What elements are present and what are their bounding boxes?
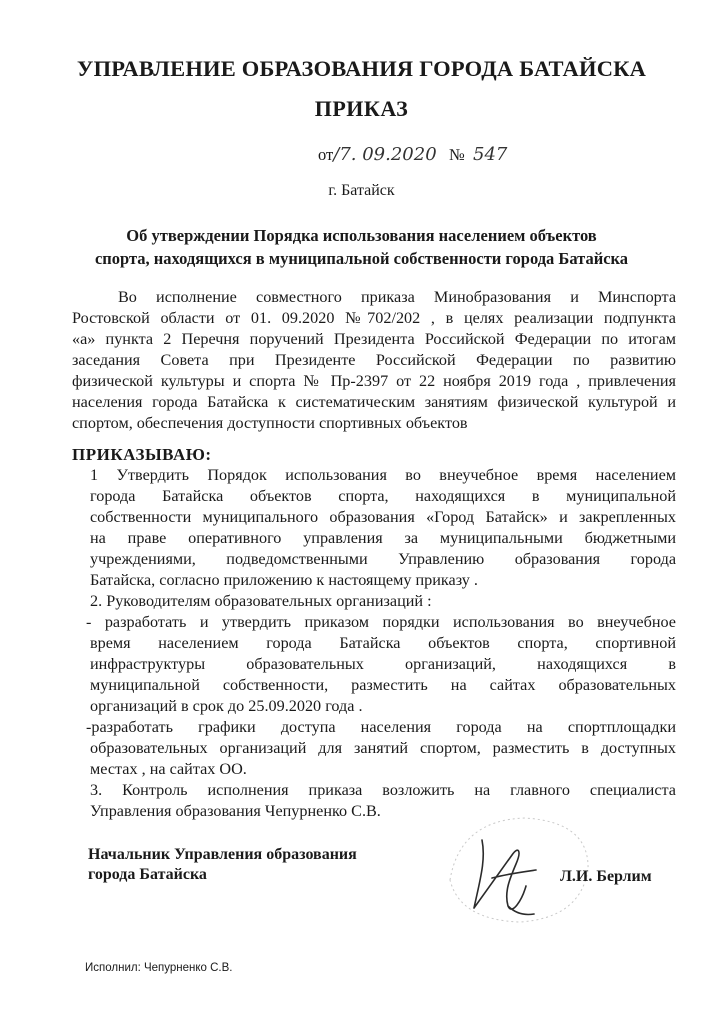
order-item-line: 3. Контроль исполнения приказа возложить на главного специалиста (90, 781, 676, 799)
order-word: ПРИКАЗЫВАЮ: (72, 445, 212, 464)
preamble-line: «а» пункта 2 Перечня поручений Президента Российской Федерации по итогам (72, 330, 676, 348)
order-item-line: Управления образования Чепурненко С.В. (90, 802, 381, 820)
organization-name: УПРАВЛЕНИЕ ОБРАЗОВАНИЯ ГОРОДА БАТАЙСКА (76, 56, 647, 81)
order-item-line: на праве оперативного управления за муниципальными бюджетными (90, 529, 676, 547)
preamble-line: Ростовской области от 01. 09.2020 №702/202 , в целях реализации подпункта (72, 309, 676, 327)
order-item-line: образовательных организаций для занятий спортом, разместить в доступных (90, 739, 676, 757)
date-prefix: от (318, 145, 334, 164)
number-prefix: № (449, 145, 465, 164)
signature-icon (452, 820, 562, 930)
preamble-line: заседания Совета при Президенте Российской Федерации по развитию (72, 351, 676, 369)
subject-line-2: спорта, находящихся в муниципальной собственности города Батайска (94, 249, 629, 268)
signer-position-line-1: Начальник Управления образования (88, 846, 357, 863)
order-item-line: собственности муниципального образования «Город Батайск» и закрепленных (90, 508, 676, 526)
executor-note: Исполнил: Чепурненко С.В. (85, 962, 233, 974)
preamble-line: физической культуры и спорта № Пр-2397 от 22 ноября 2019 года , привлечения (72, 372, 676, 390)
order-item-line: города Батайска объектов спорта, находящихся в муниципальной (90, 487, 676, 505)
order-item-line: Батайска, согласно приложению к настоящему приказу . (90, 571, 478, 589)
order-item-line: 2. Руководителям образовательных организаций : (90, 592, 432, 610)
order-item-line: местах , на сайтах ОО. (90, 760, 247, 778)
preamble-line: населения города Батайска к систематическим занятиям физической культурой и (72, 393, 676, 411)
order-item-line: учреждениями, подведомственными Управлению образования города (90, 550, 676, 568)
order-item-line: организаций в срок до 25.09.2020 года . (90, 697, 363, 715)
date-number-line (318, 144, 507, 165)
order-item-line: -разработать графики доступа населения города на спортплощадки (86, 718, 676, 736)
preamble-line: Во исполнение совместного приказа Минобразования и Минспорта (118, 288, 676, 306)
signer-name: Л.И. Берлим (560, 868, 652, 885)
order-item-line: муниципальной собственности, разместить на сайтах образовательных (90, 676, 676, 694)
preamble-line: спортом, обеспечения доступности спортивных объектов (72, 414, 468, 432)
order-item-line: время населением города Батайска объектов спорта, спортивной (90, 634, 676, 652)
order-item-line: - разработать и утвердить приказом порядки использования во внеучебное (86, 613, 676, 631)
order-item-line: инфраструктуры образовательных организаций, находящихся в (90, 655, 676, 673)
order-number: 547 (473, 144, 508, 165)
subject-line-1: Об утверждении Порядка использования населением объектов (126, 226, 597, 245)
signer-position-line-2: города Батайска (88, 866, 207, 883)
order-item-line: 1 Утвердить Порядок использования во внеучебное время населением (90, 466, 676, 484)
city: г. Батайск (328, 182, 395, 199)
order-date: /7. 09.2020 (333, 144, 437, 165)
document-type: ПРИКАЗ (314, 96, 409, 121)
